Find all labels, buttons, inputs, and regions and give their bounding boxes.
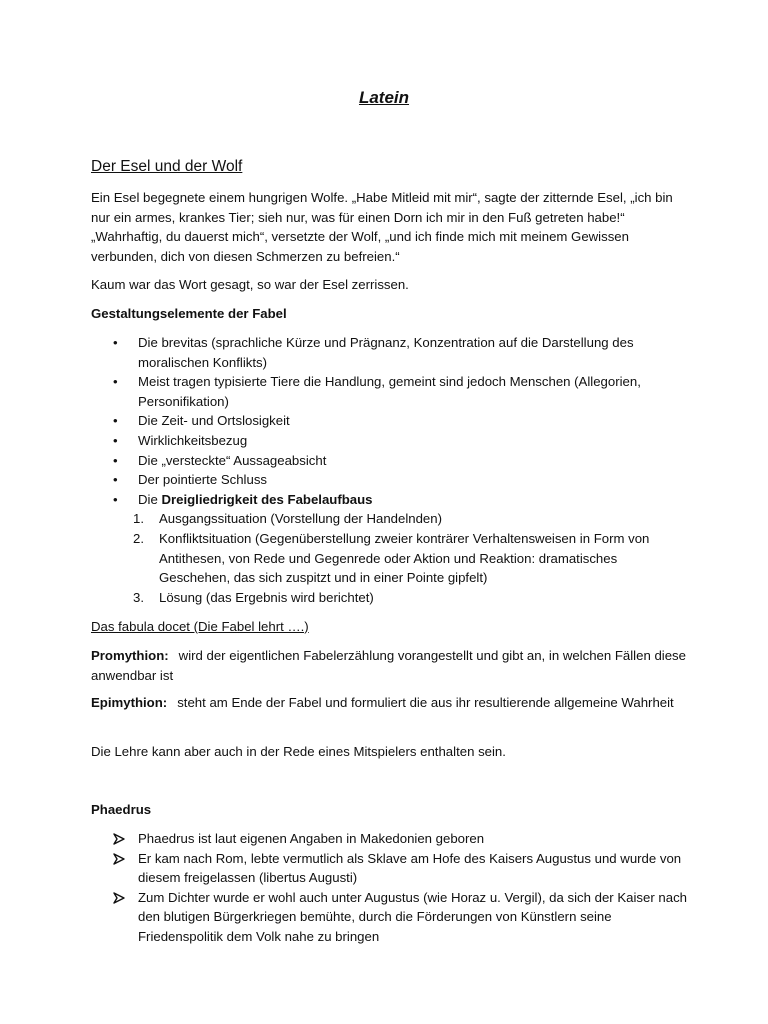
sublist-item	[91, 529, 691, 588]
elements-heading: Gestaltungselemente der Fabel	[91, 306, 287, 321]
sublist-number: 3.	[133, 589, 144, 605]
epimythion-label: Epimythion:	[91, 695, 168, 710]
phaedrus-heading: Phaedrus	[91, 802, 152, 817]
promythion-label: Promythion:	[91, 648, 169, 663]
elements-list-container	[91, 333, 691, 607]
list-item	[91, 470, 691, 490]
structure-sublist	[91, 509, 691, 607]
list-item-text: Die Zeit- und Ortslosigkeit	[138, 413, 290, 429]
list-item-text: Meist tragen typisierte Tiere die Handlung, gemeint sind jedoch Menschen (Allegorien, Personifikation)	[138, 374, 641, 409]
sublist-text: Lösung (das Ergebnis wird berichtet)	[159, 589, 374, 605]
elements-list	[91, 333, 691, 509]
list-item	[91, 333, 691, 372]
fable-heading: Der Esel und der Wolf	[91, 158, 243, 175]
list-item-text: Die brevitas (sprachliche Kürze und Prägnanz, Konzentration auf die Darstellung des moralischen Konflikts)	[138, 335, 634, 370]
list-item	[91, 849, 691, 888]
bullet-icon: •	[113, 491, 118, 507]
list-item-text: Die „versteckte“ Aussageabsicht	[138, 452, 327, 468]
page-title: Latein	[358, 88, 410, 107]
list-item	[91, 372, 691, 411]
docet-heading: Das fabula docet (Die Fabel lehrt ….)	[91, 619, 309, 634]
sublist-text: Ausgangssituation (Vorstellung der Handelnden)	[159, 511, 442, 527]
list-item-text: Wirklichkeitsbezug	[138, 432, 248, 448]
list-item	[91, 490, 691, 510]
docet-note: Die Lehre kann aber auch in der Rede eines Mitspielers enthalten sein.	[91, 744, 506, 759]
list-item-text: Der pointierte Schluss	[138, 472, 268, 488]
sublist-item	[91, 588, 691, 608]
phaedrus-list	[91, 829, 691, 947]
list-item	[91, 888, 691, 947]
epimythion-paragraph	[91, 693, 691, 713]
bullet-icon: •	[113, 452, 118, 468]
bullet-icon: •	[113, 374, 118, 390]
promythion-paragraph	[91, 646, 691, 685]
arrow-bullet-icon	[113, 892, 125, 904]
promythion-text: wird der eigentlichen Fabelerzählung vorangestellt und gibt an, in welchen Fällen diese anwendbar ist	[91, 648, 686, 683]
list-item-text: Phaedrus ist laut eigenen Angaben in Makedonien geboren	[138, 831, 485, 846]
bullet-icon: •	[113, 432, 118, 448]
bullet-icon: •	[113, 472, 118, 488]
bullet-icon: •	[113, 335, 118, 350]
list-item-text: Zum Dichter wurde er wohl auch unter Augustus (wie Horaz u. Vergil), da sich der Kaiser nach den blutigen Bürgerkriegen bemühte, durch die Förderungen von Künstlern seine Friedenspolitik dem Volk nahe zu bringen	[138, 889, 687, 944]
list-item	[91, 451, 691, 471]
sublist-item	[91, 509, 691, 529]
sublist-number: 2.	[133, 530, 144, 546]
phaedrus-list-container	[91, 829, 691, 947]
sublist-number: 1.	[133, 511, 144, 527]
list-item	[91, 431, 691, 451]
list-item	[91, 829, 691, 849]
arrow-bullet-icon	[113, 833, 125, 845]
bullet-icon: •	[113, 413, 118, 429]
list-item	[91, 411, 691, 431]
fable-paragraph: Ein Esel begegnete einem hungrigen Wolfe. „Habe Mitleid mit mir“, sagte der zitternde Esel, „ich bin nur ein armes, krankes Tier; sieh nur, was für einen Dorn ich mir in den Fuß getreten habe!“ „Wahrhaftig, du dauerst mich“, versetzte der Wolf, „und ich finde mich mit meinem Gewissen verbunden, dich von diesen Schmerzen zu befreien.“	[91, 190, 673, 264]
arrow-bullet-icon	[113, 853, 125, 865]
list-item-text: Er kam nach Rom, lebte vermutlich als Sklave am Hofe des Kaisers Augustus und wurde von diesem freigelassen (libertus Augusti)	[138, 850, 682, 886]
sublist-text: Konfliktsituation (Gegenüberstellung zweier konträrer Verhaltensweisen in Form von Antithesen, von Rede und Gegenrede oder Aktion und Reaktion: dramatisches Geschehen, das sich zuspitzt und in einer Pointe gipfelt)	[159, 530, 650, 586]
fable-outcome: Kaum war das Wort gesagt, so war der Esel zerrissen.	[91, 277, 409, 292]
list-item-prefix: Die	[138, 491, 162, 507]
epimythion-text: steht am Ende der Fabel und formuliert die aus ihr resultierende allgemeine Wahrheit	[177, 695, 674, 710]
list-item-bold: Dreigliedrigkeit des Fabelaufbaus	[161, 491, 373, 507]
